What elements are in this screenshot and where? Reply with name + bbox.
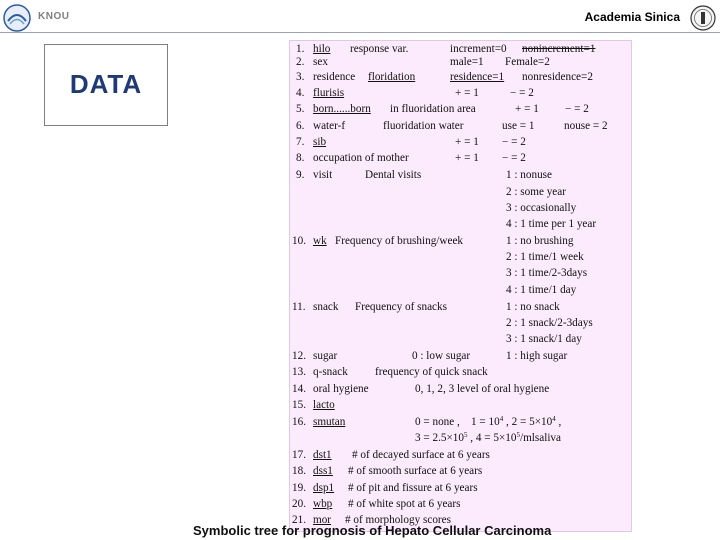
var-number: 17. — [292, 449, 306, 461]
var-number: 6. — [296, 120, 305, 132]
var-name: smutan — [313, 416, 346, 428]
var-code: + = 1 — [455, 136, 479, 148]
var-description: frequency of quick snack — [375, 366, 488, 378]
var-description: floridation — [368, 71, 416, 83]
variable-list-panel — [289, 40, 632, 532]
var-name: wbp — [313, 498, 333, 510]
var-code: male=1 — [450, 56, 484, 68]
var-code: use = 1 — [502, 120, 535, 132]
var-code: + = 1 — [515, 103, 539, 115]
var-code: − = 2 — [565, 103, 589, 115]
var-name: snack — [313, 301, 339, 313]
var-number: 19. — [292, 482, 306, 494]
smutan-unit: /mlsaliva — [519, 432, 561, 444]
var-name: flurisis — [313, 87, 345, 99]
exponent: 5 — [463, 431, 468, 439]
var-number: 11. — [292, 301, 306, 313]
var-option: 2 : some year — [506, 186, 566, 198]
var-description: Frequency of snacks — [355, 301, 447, 313]
var-description: 0, 1, 2, 3 level of oral hygiene — [415, 383, 550, 395]
exponent: 4 — [499, 415, 504, 423]
var-code: + = 1 — [455, 152, 479, 164]
exponent: 4 — [552, 415, 556, 423]
var-option: 2 : 1 snack/2-3days — [506, 317, 593, 329]
var-name: sex — [313, 56, 328, 68]
var-code: nouse = 2 — [564, 120, 608, 132]
var-name: q-snack — [313, 366, 348, 378]
var-number: 4. — [296, 87, 305, 99]
var-code: nonincrement=1 — [522, 43, 596, 55]
var-number: 9. — [296, 169, 305, 181]
var-option: 1 : nonuse — [506, 169, 552, 181]
var-number: 12. — [292, 350, 306, 362]
var-option: 4 : 1 time per 1 year — [506, 218, 597, 230]
var-description: response var. — [350, 43, 409, 55]
var-number: 7. — [296, 136, 305, 148]
section-title: DATA — [69, 69, 143, 99]
var-description: # of decayed surface at 6 years — [352, 449, 490, 461]
var-name: hilo — [313, 43, 331, 55]
var-number: 3. — [296, 71, 305, 83]
var-code: 0 : low sugar — [412, 350, 471, 362]
var-name: visit — [313, 169, 333, 181]
knou-logo-icon — [2, 3, 32, 33]
var-number: 1. — [296, 43, 305, 55]
brand-name: KNOU — [38, 11, 70, 22]
var-code: − = 2 — [502, 136, 526, 148]
var-number: 13. — [292, 366, 306, 378]
smutan-level-1: 1 = 10 — [471, 416, 500, 428]
var-code: residence=1 — [450, 71, 505, 83]
var-description: # of white spot at 6 years — [348, 498, 461, 510]
smutan-level-3: 3 = 2.5×10 — [415, 432, 464, 444]
var-option: 3 : 1 time/2-3days — [506, 267, 588, 279]
smutan-level-0: 0 = none , — [415, 416, 460, 428]
var-name: wk — [313, 235, 327, 247]
smutan-levels-2 — [415, 432, 561, 445]
var-number: 18. — [292, 465, 306, 477]
var-number: 10. — [292, 235, 306, 247]
header-divider — [0, 32, 720, 33]
var-name: water-f — [313, 120, 346, 132]
var-code: Female=2 — [505, 56, 550, 68]
var-name: dsp1 — [313, 482, 335, 494]
var-description: Frequency of brushing/week — [335, 235, 464, 247]
var-description: # of smooth surface at 6 years — [348, 465, 483, 477]
var-name: mor — [313, 514, 332, 526]
var-code: nonresidence=2 — [522, 71, 593, 83]
smutan-level-2: , 2 = 5×10 — [506, 416, 553, 428]
var-number: 15. — [292, 399, 306, 411]
var-number: 8. — [296, 152, 305, 164]
smutan-level-4: , 4 = 5×10 — [470, 432, 517, 444]
var-code: − = 2 — [510, 87, 534, 99]
var-option: 4 : 1 time/1 day — [506, 284, 577, 296]
smutan-levels: 0 = none , $1 = 10^4$ , $2 = 5\times 10^4$ , — [415, 415, 562, 428]
var-name: sugar — [313, 350, 338, 362]
var-number: 16. — [292, 416, 306, 428]
var-name: residence — [313, 71, 356, 83]
var-option: 3 : occasionally — [506, 202, 577, 214]
var-name: occupation of mother — [313, 152, 409, 164]
var-code: increment=0 — [450, 43, 507, 55]
var-name: sib — [313, 136, 327, 148]
academia-sinica-logo-icon — [690, 5, 716, 31]
var-number: 20. — [292, 498, 306, 510]
var-option: 3 : 1 snack/1 day — [506, 333, 582, 345]
var-description: fluoridation water — [383, 120, 464, 132]
var-code: + = 1 — [455, 87, 479, 99]
organization-name: Academia Sinica — [584, 10, 680, 24]
var-number: 5. — [296, 103, 305, 115]
var-name: dss1 — [313, 465, 333, 477]
var-name: lacto — [313, 399, 335, 411]
var-option: 1 : no brushing — [506, 235, 574, 247]
section-title-box — [44, 44, 168, 126]
exponent: 5 — [516, 431, 520, 439]
var-name: born......born — [313, 103, 371, 115]
var-description: # of morphology scores — [345, 514, 451, 526]
var-description: Dental visits — [365, 169, 422, 181]
var-description: # of pit and fissure at 6 years — [348, 482, 478, 494]
var-number: 21. — [292, 514, 306, 526]
var-option: 2 : 1 time/1 week — [506, 251, 584, 263]
var-code: 1 : high sugar — [506, 350, 568, 362]
var-number: 14. — [292, 383, 306, 395]
slide-caption: Symbolic tree for prognosis of Hepato Cellular Carcinoma — [193, 523, 552, 538]
var-description: in fluoridation area — [390, 103, 476, 115]
var-name: oral hygiene — [313, 383, 369, 395]
var-option: 1 : no snack — [506, 301, 560, 313]
var-number: 2. — [296, 56, 305, 68]
var-name: dst1 — [313, 449, 332, 461]
var-code: − = 2 — [502, 152, 526, 164]
